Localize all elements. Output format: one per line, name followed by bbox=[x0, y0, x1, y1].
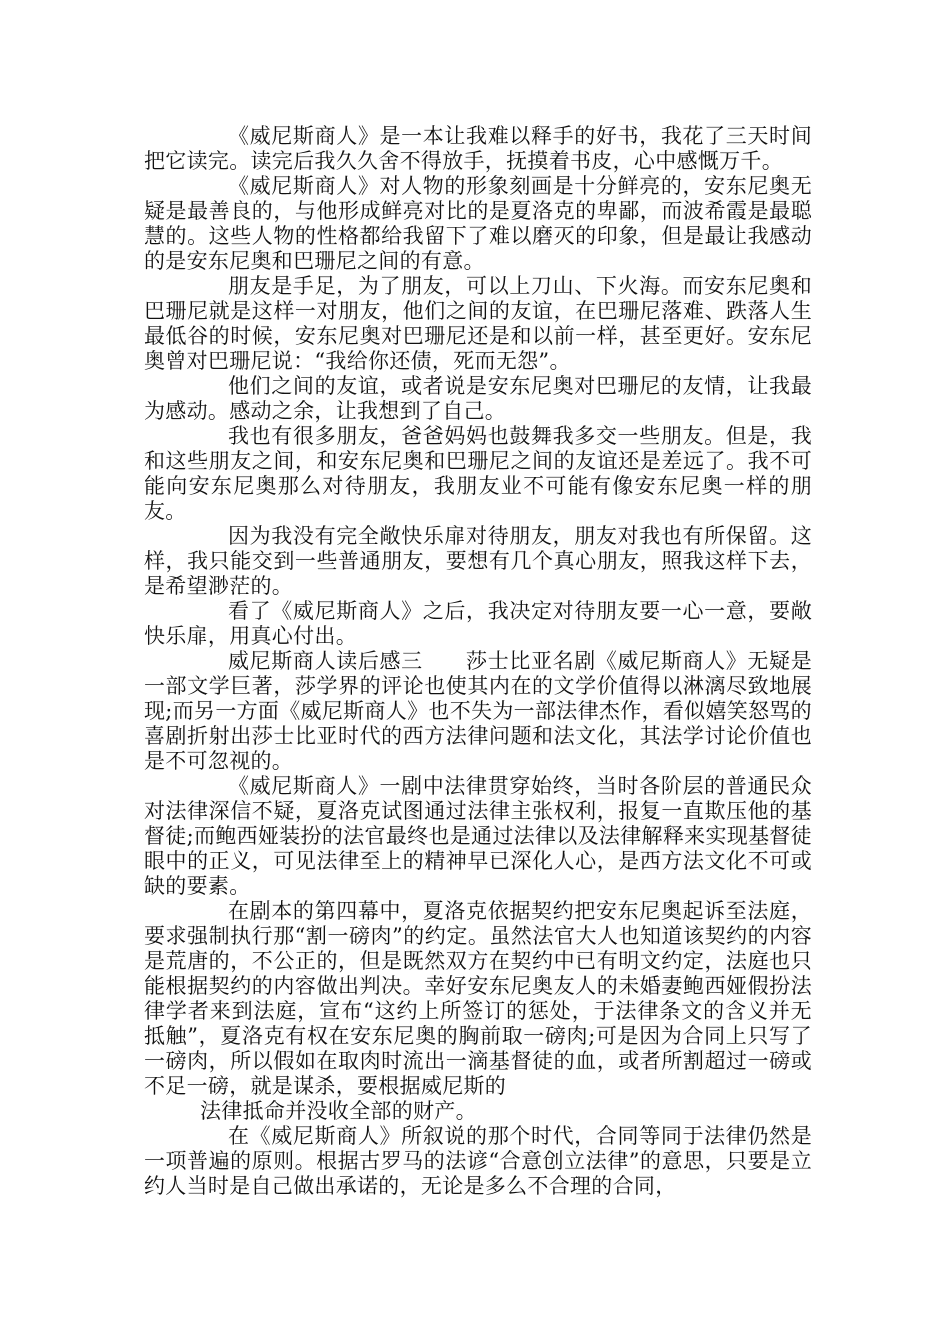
paragraph: 法律抵命并没收全部的财产。 bbox=[200, 1099, 477, 1123]
paragraph: 《威尼斯商人》一剧中法律贯穿始终，当时各阶层的普通民众对法律深信不疑，夏洛克试图通过法律主张权利，报复一直欺压他的基督徒;而鲍西娅装扮的法官最终也是通过法律以及法律解释来实现基督徒眼中的正义，可见法律至上的精神早已深化人心，是西方法文化不可或缺的要素。 bbox=[144, 774, 812, 898]
paragraph: 我也有很多朋友，爸爸妈妈也鼓舞我多交一些朋友。但是，我和这些朋友之间，和安东尼奥和巴珊尼之间的友谊还是差远了。我不可能向安东尼奥那么对待朋友，我朋友业不可能有像安东尼奥一样的朋友。 bbox=[144, 424, 812, 523]
paragraph: 《威尼斯商人》是一本让我难以释手的好书，我花了三天时间把它读完。读完后我久久舍不得放手，抚摸着书皮，心中感慨万千。 bbox=[144, 124, 812, 173]
document-body bbox=[144, 124, 812, 1199]
paragraph: 因为我没有完全敞快乐扉对待朋友，朋友对我也有所保留。这样，我只能交到一些普通朋友，要想有几个真心朋友，照我这样下去，是希望渺茫的。 bbox=[144, 524, 812, 598]
paragraph: 看了《威尼斯商人》之后，我决定对待朋友要一心一意，要敞快乐扉，用真心付出。 bbox=[144, 599, 812, 648]
paragraph: 朋友是手足，为了朋友，可以上刀山、下火海。而安东尼奥和巴珊尼就是这样一对朋友，他们之间的友谊，在巴珊尼落难、跌落人生最低谷的时候，安东尼奥对巴珊尼还是和以前一样，甚至更好。安东尼奥曾对巴珊尼说：“我给你还债，死而无怨”。 bbox=[144, 274, 812, 373]
paragraph: 威尼斯商人读后感三 莎士比亚名剧《威尼斯商人》无疑是一部文学巨著，莎学界的评论也使其内在的文学价值得以淋漓尽致地展现;而另一方面《威尼斯商人》也不失为一部法律杰作，看似嬉笑怒骂的喜剧折射出莎士比亚时代的西方法律问题和法文化，其法学讨论价值也是不可忽视的。 bbox=[144, 649, 812, 773]
paragraph: 他们之间的友谊，或者说是安东尼奥对巴珊尼的友情，让我最为感动。感动之余，让我想到了自己。 bbox=[144, 374, 812, 423]
paragraph: 《威尼斯商人》对人物的形象刻画是十分鲜亮的，安东尼奥无疑是最善良的，与他形成鲜亮对比的是夏洛克的卑鄙，而波希霞是最聪慧的。这些人物的性格都给我留下了难以磨灭的印象，但是最让我感动的是安东尼奥和巴珊尼之间的有意。 bbox=[144, 174, 812, 273]
paragraph: 在剧本的第四幕中，夏洛克依据契约把安东尼奥起诉至法庭，要求强制执行那“割一磅肉”的约定。虽然法官大人也知道该契约的内容是荒唐的，不公正的，但是既然双方在契约中已有明文约定，法庭也只能根据契约的内容做出判决。幸好安东尼奥友人的未婚妻鲍西娅假扮法律学者来到法庭，宣布“这约上所签订的惩处，于法律条文的含义并无抵触”，夏洛克有权在安东尼奥的胸前取一磅肉;可是因为合同上只写了一磅肉，所以假如在取肉时流出一滴基督徒的血，或者所割超过一磅或不足一磅，就是谋杀，要根据威尼斯的 bbox=[144, 899, 812, 1098]
paragraph: 在《威尼斯商人》所叙说的那个时代，合同等同于法律仍然是一项普遍的原则。根据古罗马的法谚“合意创立法律”的意思，只要是立约人当时是自己做出承诺的，无论是多么不合理的合同， bbox=[144, 1124, 812, 1198]
